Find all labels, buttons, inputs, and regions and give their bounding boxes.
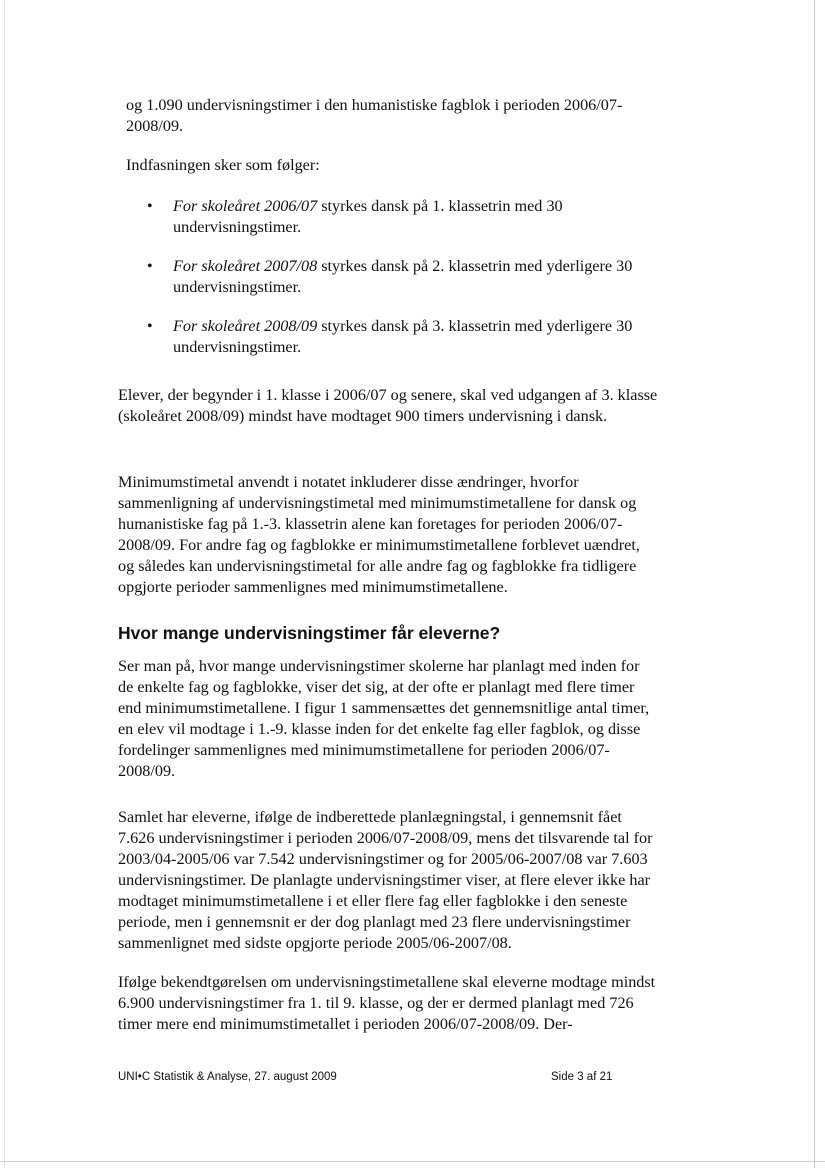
list-item-term: For skoleåret 2006/07 [173, 197, 318, 215]
paragraph-minimum-hours: Minimumstimetal anvendt i notatet inkluderer disse ændringer, hvorfor sammenligning af undervisningstimetal med minimumstimetallene for dansk og humanistiske fag på 1.-3. klassetrin alene kan foretages for perioden 2006/07-2008/09. For andre fag og fagblokke er minimumstimetallene forblevet uændret, og således kan undervisningstimetal for alle andre fag og fagblokke fra tidligere opgjorte perioder sammenlignes med minimumstimetallene. [118, 473, 640, 596]
paragraph-planned-hours: Ser man på, hvor mange undervisningstimer skolerne har planlagt med inden for de enkelte fag og fagblokke, viser det sig, at der ofte er planlagt med flere timer end minimumstimetallene. I figur 1 sammensættes det gennemsnitlige antal timer, en elev vil modtage i 1.-9. klasse inden for det enkelte fag eller fagblok, og disse fordelinger sammenlignes med minimumstimetallene for perioden 2006/07-2008/09. [118, 657, 650, 780]
paragraph-phase-in-intro: Indfasningen sker som følger: [126, 156, 320, 174]
list-item [145, 196, 645, 238]
list-item-term: For skoleåret 2007/08 [173, 257, 318, 275]
scan-edge-bottom [0, 1161, 825, 1162]
phase-in-list [145, 196, 645, 376]
footer-source: UNI•C Statistik & Analyse, 27. august 2009 [118, 1071, 337, 1083]
list-item-text: styrkes dansk på 2. klassetrin med yderligere 30 undervisningstimer. [173, 257, 633, 296]
paragraph-humanistic-hours: og 1.090 undervisningstimer i den humanistiske fagblok i perioden 2006/07-2008/09. [126, 96, 623, 135]
list-item-text: styrkes dansk på 3. klassetrin med yderligere 30 undervisningstimer. [173, 317, 633, 356]
list-item-text: styrkes dansk på 1. klassetrin med 30 undervisningstimer. [173, 197, 563, 236]
list-item [145, 316, 645, 358]
paragraph-total-hours: Samlet har eleverne, ifølge de indberettede planlægningstal, i gennemsnit fået 7.626 undervisningstimer i perioden 2006/07-2008/09, mens det tilsvarende tal for 2003/04-2005/06 var 7.542 undervisningstimer og for 2005/06-2007/08 var 7.603 undervisningstimer. De planlagte undervisningstimer viser, at flere elever ikke har modtaget minimumstimetallene i et eller flere fag eller fagblokke i den seneste periode, men i gennemsnit er der dog planlagt med 23 flere undervisningstimer sammenlignet med sidste opgjorte periode 2005/06-2007/08. [118, 808, 653, 952]
list-item [145, 256, 645, 298]
paragraph-pupils-900-hours: Elever, der begynder i 1. klasse i 2006/07 og senere, skal ved udgangen af 3. klasse (skoleåret 2008/09) mindst have modtaget 900 timers undervisning i dansk. [118, 386, 658, 425]
scan-edge-left [4, 0, 5, 1168]
paragraph-regulation: Ifølge bekendtgørelsen om undervisningstimetallene skal eleverne modtage mindst 6.900 undervisningstimer fra 1. til 9. klasse, og der er dermed planlagt med 726 timer mere end minimumstimetallet i perioden 2006/07-2008/09. Der- [118, 973, 656, 1033]
footer-page-number: Side 3 af 21 [551, 1071, 613, 1083]
section-heading: Hvor mange undervisningstimer får eleverne? [118, 623, 501, 643]
scan-edge-right [814, 0, 815, 1168]
list-item-term: For skoleåret 2008/09 [173, 317, 318, 335]
